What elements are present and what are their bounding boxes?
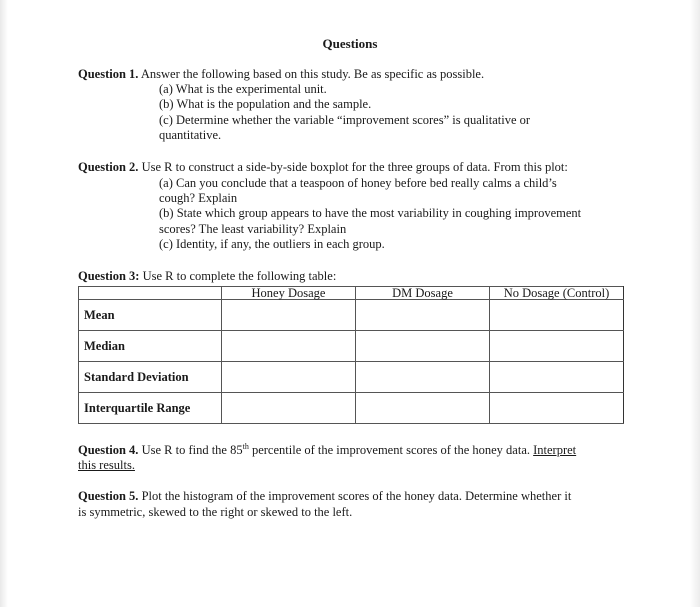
table-cell[interactable] [222, 362, 356, 393]
page-right-shadow [690, 0, 700, 607]
question-2a-line2: cough? Explain [159, 191, 238, 205]
question-1b: (b) What is the population and the sample. [159, 97, 372, 111]
row-label-median: Median [79, 331, 222, 362]
question-3 [78, 269, 336, 285]
table-row [79, 300, 624, 331]
question-4-superscript: th [242, 441, 249, 451]
question-2-label: Question 2. [78, 160, 139, 174]
question-3-text: Use R to complete the following table: [142, 269, 337, 283]
table-cell[interactable] [356, 331, 490, 362]
question-2 [78, 160, 568, 176]
table-cell[interactable] [490, 362, 624, 393]
table-row [79, 393, 624, 424]
statistics-table [78, 286, 624, 424]
question-2a-line1: (a) Can you conclude that a teaspoon of honey before bed really calms a child’s [159, 176, 557, 190]
question-2-text: Use R to construct a side-by-side boxplot for the three groups of data. From this plot: [141, 160, 568, 174]
table-cell[interactable] [222, 331, 356, 362]
question-3-label: Question 3: [78, 269, 140, 283]
table-header-row [79, 287, 624, 300]
column-header-control: No Dosage (Control) [490, 287, 624, 300]
question-4-text-before: Use R to find the 85 [141, 443, 243, 457]
table-cell[interactable] [490, 300, 624, 331]
table-cell[interactable] [356, 362, 490, 393]
question-1-text: Answer the following based on this study. Be as specific as possible. [140, 67, 485, 81]
column-header-dm: DM Dosage [356, 287, 490, 300]
table-cell[interactable] [356, 300, 490, 331]
question-4 [78, 443, 638, 459]
question-1c-line2: quantitative. [159, 128, 222, 142]
question-5 [78, 489, 571, 505]
question-1 [78, 67, 484, 83]
table-row [79, 362, 624, 393]
row-label-mean: Mean [79, 300, 222, 331]
question-1-label: Question 1. [78, 67, 139, 81]
table-cell[interactable] [490, 393, 624, 424]
row-label-standard-deviation: Standard Deviation [79, 362, 222, 393]
question-1a: (a) What is the experimental unit. [159, 82, 327, 96]
question-4-label: Question 4. [78, 443, 139, 457]
question-1c-line1: (c) Determine whether the variable “improvement scores” is qualitative or [159, 113, 531, 127]
question-4-text-after: percentile of the improvement scores of the honey data. [248, 443, 534, 457]
table-corner-cell [79, 287, 222, 300]
column-header-honey: Honey Dosage [222, 287, 356, 300]
question-5-label: Question 5. [78, 489, 139, 503]
table-cell[interactable] [222, 300, 356, 331]
table-cell[interactable] [222, 393, 356, 424]
question-2b-line1: (b) State which group appears to have the most variability in coughing improvement [159, 206, 582, 220]
question-2c: (c) Identity, if any, the outliers in each group. [159, 237, 385, 251]
question-2b-line2: scores? The least variability? Explain [159, 222, 347, 236]
question-5-text-line1: Plot the histogram of the improvement scores of the honey data. Determine whether it [141, 489, 572, 503]
question-4-line2 [78, 458, 135, 474]
question-5-line2: is symmetric, skewed to the right or skewed to the left. [78, 505, 353, 519]
table-cell[interactable] [490, 331, 624, 362]
question-4-interpret: Interpret [533, 443, 577, 457]
page-left-shadow [0, 0, 8, 607]
page-title: Questions [322, 36, 378, 51]
table-cell[interactable] [356, 393, 490, 424]
question-4-this-results: this results. [78, 458, 135, 472]
row-label-interquartile-range: Interquartile Range [79, 393, 222, 424]
table-row [79, 331, 624, 362]
